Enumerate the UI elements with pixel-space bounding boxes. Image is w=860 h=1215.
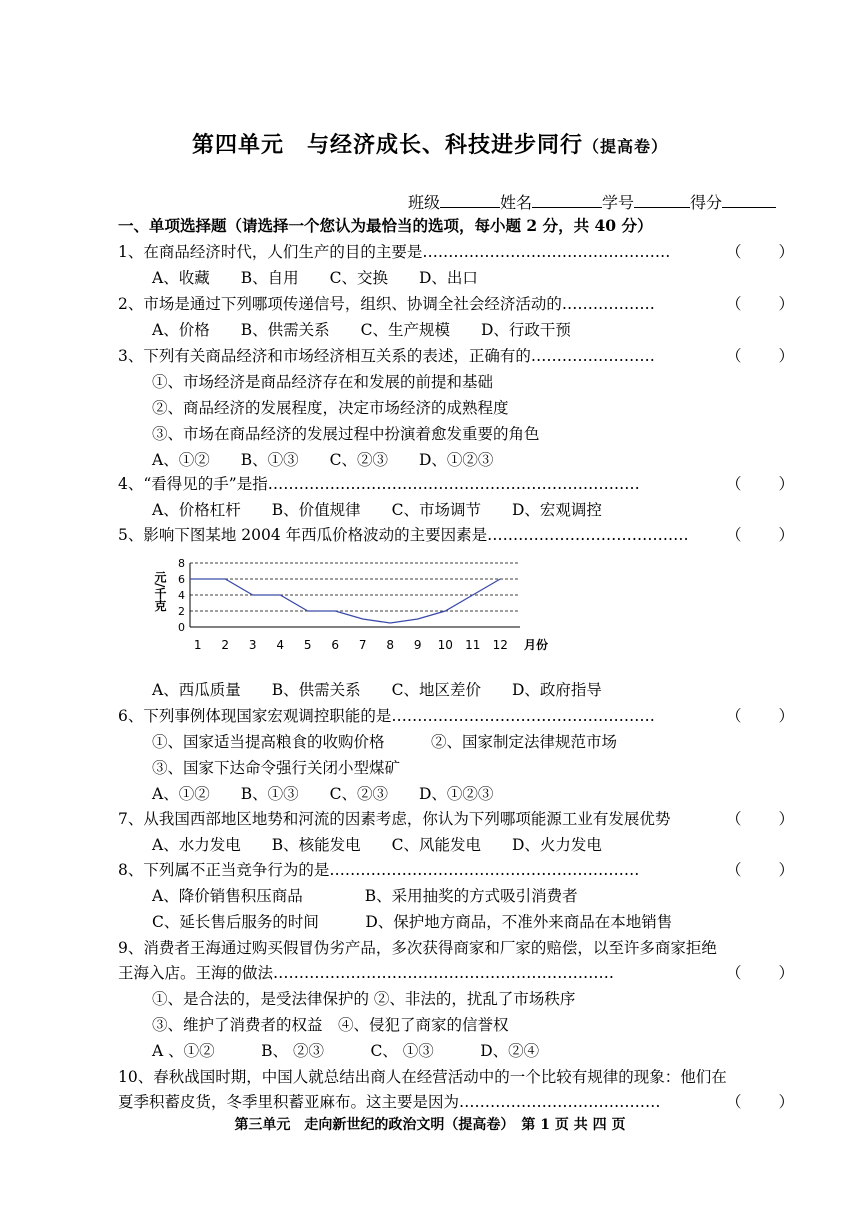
- answer-bracket[interactable]: （ ）: [726, 295, 794, 313]
- question-4-text: 4、“看得见的手”是指………………………………………………………………: [118, 475, 640, 493]
- question-3-text: 3、下列有关商品经济和市场经济相互关系的表述，正确有的……………………: [118, 347, 655, 365]
- question-7-text: 7、从我国西部地区地势和河流的因素考虑，你认为下列哪项能源工业有发展优势: [118, 810, 671, 828]
- question-1-text: 1、在商品经济时代，人们生产的目的主要是…………………………………………: [118, 243, 671, 261]
- question-2-options: A、价格 B、供需关系 C、生产规模 D、行政干预: [152, 321, 571, 339]
- question-10-line-1: 10、春秋战国时期，中国人就总结出商人在经营活动中的一个比较有规律的现象：他们在: [118, 1068, 727, 1086]
- question-3-statement-3: ③、市场在商品经济的发展过程中扮演着愈发重要的角色: [152, 425, 540, 443]
- class-blank[interactable]: [440, 193, 500, 208]
- answer-bracket[interactable]: （ ）: [726, 810, 794, 828]
- answer-bracket[interactable]: （ ）: [726, 526, 794, 544]
- x-tick-label: 8: [386, 638, 395, 652]
- page-footer: 第三单元 走向新世纪的政治文明（提高卷） 第 1 页 共 四 页: [234, 1117, 626, 1133]
- question-3-statement-2: ②、商品经济的发展程度，决定市场经济的成熟程度: [152, 399, 509, 417]
- question-8: [118, 860, 794, 880]
- question-9-text: 王海入店。王海的做法…………………………………………………………: [118, 964, 615, 982]
- x-tick-label: 2: [221, 638, 230, 652]
- x-tick-labels: [194, 638, 508, 652]
- section-heading: 一、单项选择题（请选择一个您认为最恰当的选项，每小题 2 分，共 40 分）: [118, 216, 653, 235]
- question-6: [118, 706, 794, 726]
- student-id-label: 学号: [602, 193, 635, 212]
- question-5-text: 5、影响下图某地 2004 年西瓜价格波动的主要因素是…………………………………: [118, 526, 689, 544]
- x-tick-label: 6: [331, 638, 340, 652]
- answer-bracket[interactable]: （ ）: [726, 861, 794, 879]
- x-tick-label: 5: [303, 638, 312, 652]
- question-9-statement-2: ③、维护了消费者的权益 ④、侵犯了商家的信誉权: [152, 1016, 509, 1034]
- question-8-options-ab: A、降价销售积压商品 B、采用抽奖的方式吸引消费者: [152, 887, 578, 905]
- y-tick-label: 8: [178, 557, 185, 570]
- watermelon-price-chart: [148, 551, 558, 663]
- page-title: [0, 128, 860, 159]
- question-6-statement-2: ③、国家下达命令强行关闭小型煤矿: [152, 759, 401, 777]
- question-1-options: A、收藏 B、自用 C、交换 D、出口: [152, 269, 478, 287]
- question-3: [118, 346, 794, 366]
- name-blank[interactable]: [532, 193, 602, 208]
- question-9-line-1: 9、消费者王海通过购买假冒伪劣产品，多次获得商家和厂家的赔偿，以至许多商家拒绝: [118, 939, 717, 957]
- y-tick-label: 4: [178, 589, 185, 602]
- y-tick-label: 0: [178, 621, 185, 634]
- student-info-row: [408, 190, 792, 213]
- question-2-text: 2、市场是通过下列哪项传递信号，组织、协调全社会经济活动的………………: [118, 295, 655, 313]
- answer-bracket[interactable]: （ ）: [726, 964, 794, 982]
- question-9-options: A 、①② B、 ②③ C、 ①③ D、②④: [152, 1042, 540, 1060]
- answer-bracket[interactable]: （ ）: [726, 347, 794, 365]
- x-tick-label: 12: [492, 638, 508, 652]
- x-tick-label: 4: [276, 638, 285, 652]
- score-blank[interactable]: [722, 193, 776, 208]
- question-5-options: A、西瓜质量 B、供需关系 C、地区差价 D、政府指导: [152, 681, 602, 699]
- y-tick-label: 6: [178, 573, 185, 586]
- question-10: [118, 1092, 794, 1112]
- question-4: [118, 474, 794, 494]
- x-axis-label: 月份: [524, 638, 549, 652]
- answer-bracket[interactable]: （ ）: [726, 243, 794, 261]
- question-7-options: A、水力发电 B、核能发电 C、风能发电 D、火力发电: [152, 836, 602, 854]
- question-7: [118, 809, 794, 829]
- name-label: 姓名: [500, 193, 533, 212]
- class-label: 班级: [408, 193, 441, 212]
- question-4-options: A、价格杠杆 B、价值规律 C、市场调节 D、宏观调控: [152, 501, 602, 519]
- question-3-options: A、①② B、①③ C、②③ D、①②③: [152, 451, 494, 469]
- question-2: [118, 294, 794, 314]
- answer-bracket[interactable]: （ ）: [726, 475, 794, 493]
- question-10-text: 夏季积蓄皮货，冬季里积蓄亚麻布。这主要是因为…………………………………: [118, 1093, 661, 1111]
- question-1: [118, 242, 794, 262]
- question-3-statement-1: ①、市场经济是商品经济存在和发展的前提和基础: [152, 373, 494, 391]
- y-axis-label: 元/千克: [153, 571, 167, 612]
- x-tick-label: 3: [248, 638, 257, 652]
- x-tick-label: 11: [465, 638, 481, 652]
- question-8-options-cd: C、延长售后服务的时间 D、保护地方商品，不准外来商品在本地销售: [152, 913, 673, 931]
- question-5: [118, 525, 794, 545]
- question-6-statement-1: ①、国家适当提高粮食的收购价格 ②、国家制定法律规范市场: [152, 733, 618, 751]
- x-tick-label: 7: [358, 638, 367, 652]
- y-tick-label: 2: [178, 605, 185, 618]
- answer-bracket[interactable]: （ ）: [726, 1093, 794, 1111]
- question-9: [118, 963, 794, 983]
- title-subtitle: （提高卷）: [583, 137, 669, 156]
- x-tick-label: 10: [437, 638, 453, 652]
- y-tick-labels: [178, 557, 185, 634]
- question-9-statement-1: ①、是合法的，是受法律保护的 ②、非法的，扰乱了市场秩序: [152, 990, 576, 1008]
- score-label: 得分: [690, 193, 723, 212]
- question-8-text: 8、下列属不正当竞争行为的是……………………………………………………: [118, 861, 640, 879]
- student-id-blank[interactable]: [634, 193, 690, 208]
- title-main: 第四单元 与经济成长、科技进步同行: [191, 132, 583, 158]
- price-series-line: [190, 579, 500, 623]
- x-tick-label: 9: [413, 638, 422, 652]
- question-6-text: 6、下列事例体现国家宏观调控职能的是……………………………………………: [118, 707, 655, 725]
- question-6-options: A、①② B、①③ C、②③ D、①②③: [152, 785, 494, 803]
- answer-bracket[interactable]: （ ）: [726, 707, 794, 725]
- x-tick-label: 1: [193, 638, 202, 652]
